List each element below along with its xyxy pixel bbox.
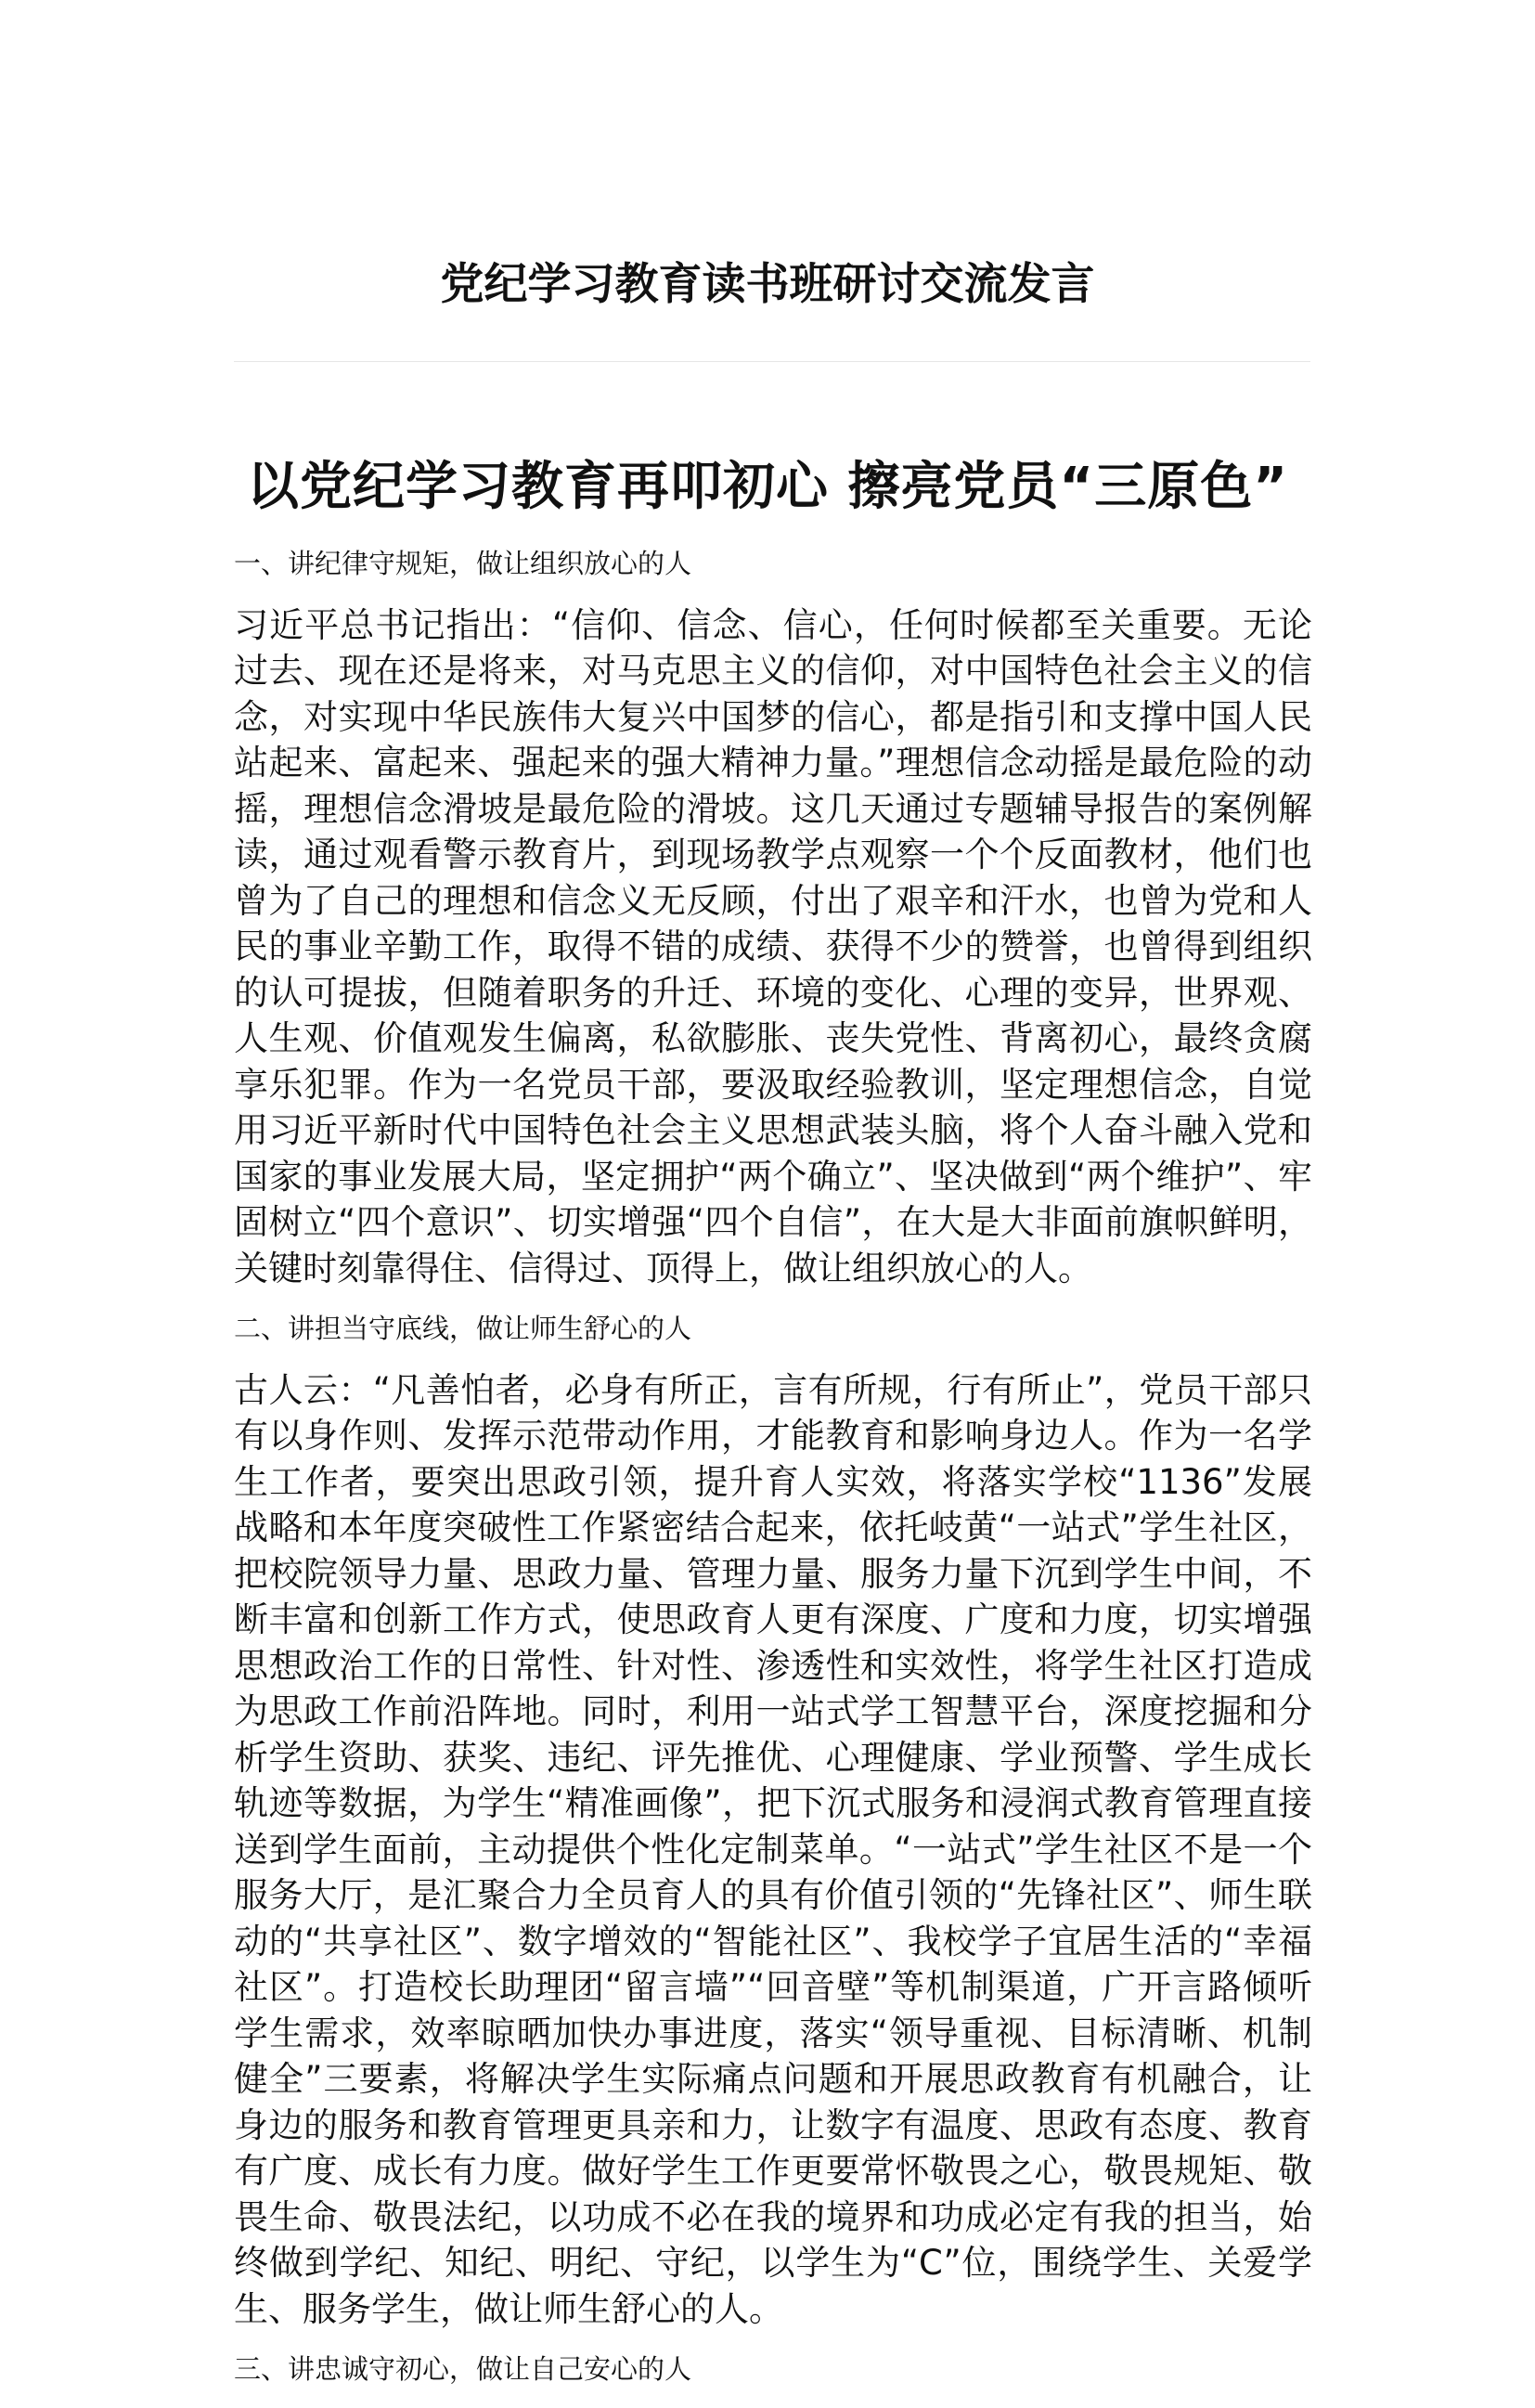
article-title: 以党纪学习教育再叩初心 擦亮党员“三原色” (246, 457, 1289, 517)
section-paragraph-2: 古人云：“凡善怕者，必身有所正，言有所规，行有所止”，党员干部只有以身作则、发挥示范带动作用，才能教育和影响身边人。作为一名学生工作者，要突出思政引领，提升育人实效，将落实学校“1136”发展战略和本年度突破性工作紧密结合起来，依托岐黄“一站式”学生社区，把校院领导力量、思政力量、管理力量、服务力量下沉到学生中间，不断丰富和创新工作方式，使思政育人更有深度、广度和力度，切实增强思想政治工作的日常性、针对性、渗透性和实效性，将学生社区打造成为思政工作前沿阵地。同时，利用一站式学工智慧平台，深度挖掘和分析学生资助、获奖、违纪、评先推优、心理健康、学业预警、学生成长轨迹等数据，为学生“精准画像”，把下沉式服务和浸润式教育管理直接送到学生面前，主动提供个性化定制菜单。“一站式”学生社区不是一个服务大厅，是汇聚合力全员育人的具有价值引领的“先锋社区”、师生联动的“共享社区”、数字增效的“智能社区”、我校学子宜居生活的“幸福社区”。打造校长助理团“留言墙”“回音壁”等机制渠道，广开言路倾听学生需求，效率晾晒加快办事进度，落实“领导重视、目标清晰、机制健全”三要素，将解决学生实际痛点问题和开展思政教育有机融合，让身边的服务和教育管理更具亲和力，让数字有温度、思政有态度、教育有广度、成长有力度。做好学生工作更要常怀敬畏之心，敬畏规矩、敬畏生命、敬畏法纪，以功成不必在我的境界和功成必定有我的担当，始终做到学纪、知纪、明纪、守纪，以学生为“C”位，围绕学生、关爱学生、服务学生，做让师生舒心的人。 (234, 1369, 1312, 2329)
section-heading-2: 二、讲担当守底线，做让师生舒心的人 (234, 1313, 692, 1344)
article-body (234, 541, 1312, 2408)
section-paragraph-1: 习近平总书记指出：“信仰、信念、信心，任何时候都至关重要。无论过去、现在还是将来，对马克思主义的信仰，对中国特色社会主义的信念，对实现中华民族伟大复兴中国梦的信心，都是指引和支撑中国人民站起来、富起来、强起来的强大精神力量。”理想信念动摇是最危险的动摇，理想信念滑坡是最危险的滑坡。这几天通过专题辅导报告的案例解读，通过观看警示教育片，到现场教学点观察一个个反面教材，他们也曾为了自己的理想和信念义无反顾，付出了艰辛和汗水，也曾为党和人民的事业辛勤工作，取得不错的成绩、获得不少的赞誉，也曾得到组织的认可提拔，但随着职务的升迁、环境的变化、心理的变异，世界观、人生观、价值观发生偏离，私欲膨胀、丧失党性、背离初心，最终贪腐享乐犯罪。作为一名党员干部，要汲取经验教训，坚定理想信念，自觉用习近平新时代中国特色社会主义思想武装头脑，将个人奋斗融入党和国家的事业发展大局，坚定拥护“两个确立”、坚决做到“两个维护”、牢固树立“四个意识”、切实增强“四个自信”，在大是大非面前旗帜鲜明，关键时刻靠得住、信得过、顶得上，做让组织放心的人。 (234, 604, 1312, 1288)
section-heading-1: 一、讲纪律守规矩，做让组织放心的人 (234, 548, 692, 579)
document-title: 党纪学习教育读书班研讨交流发言 (440, 259, 1095, 310)
title-divider (234, 361, 1310, 362)
section-heading-3: 三、讲忠诚守初心，做让自己安心的人 (234, 2353, 692, 2385)
